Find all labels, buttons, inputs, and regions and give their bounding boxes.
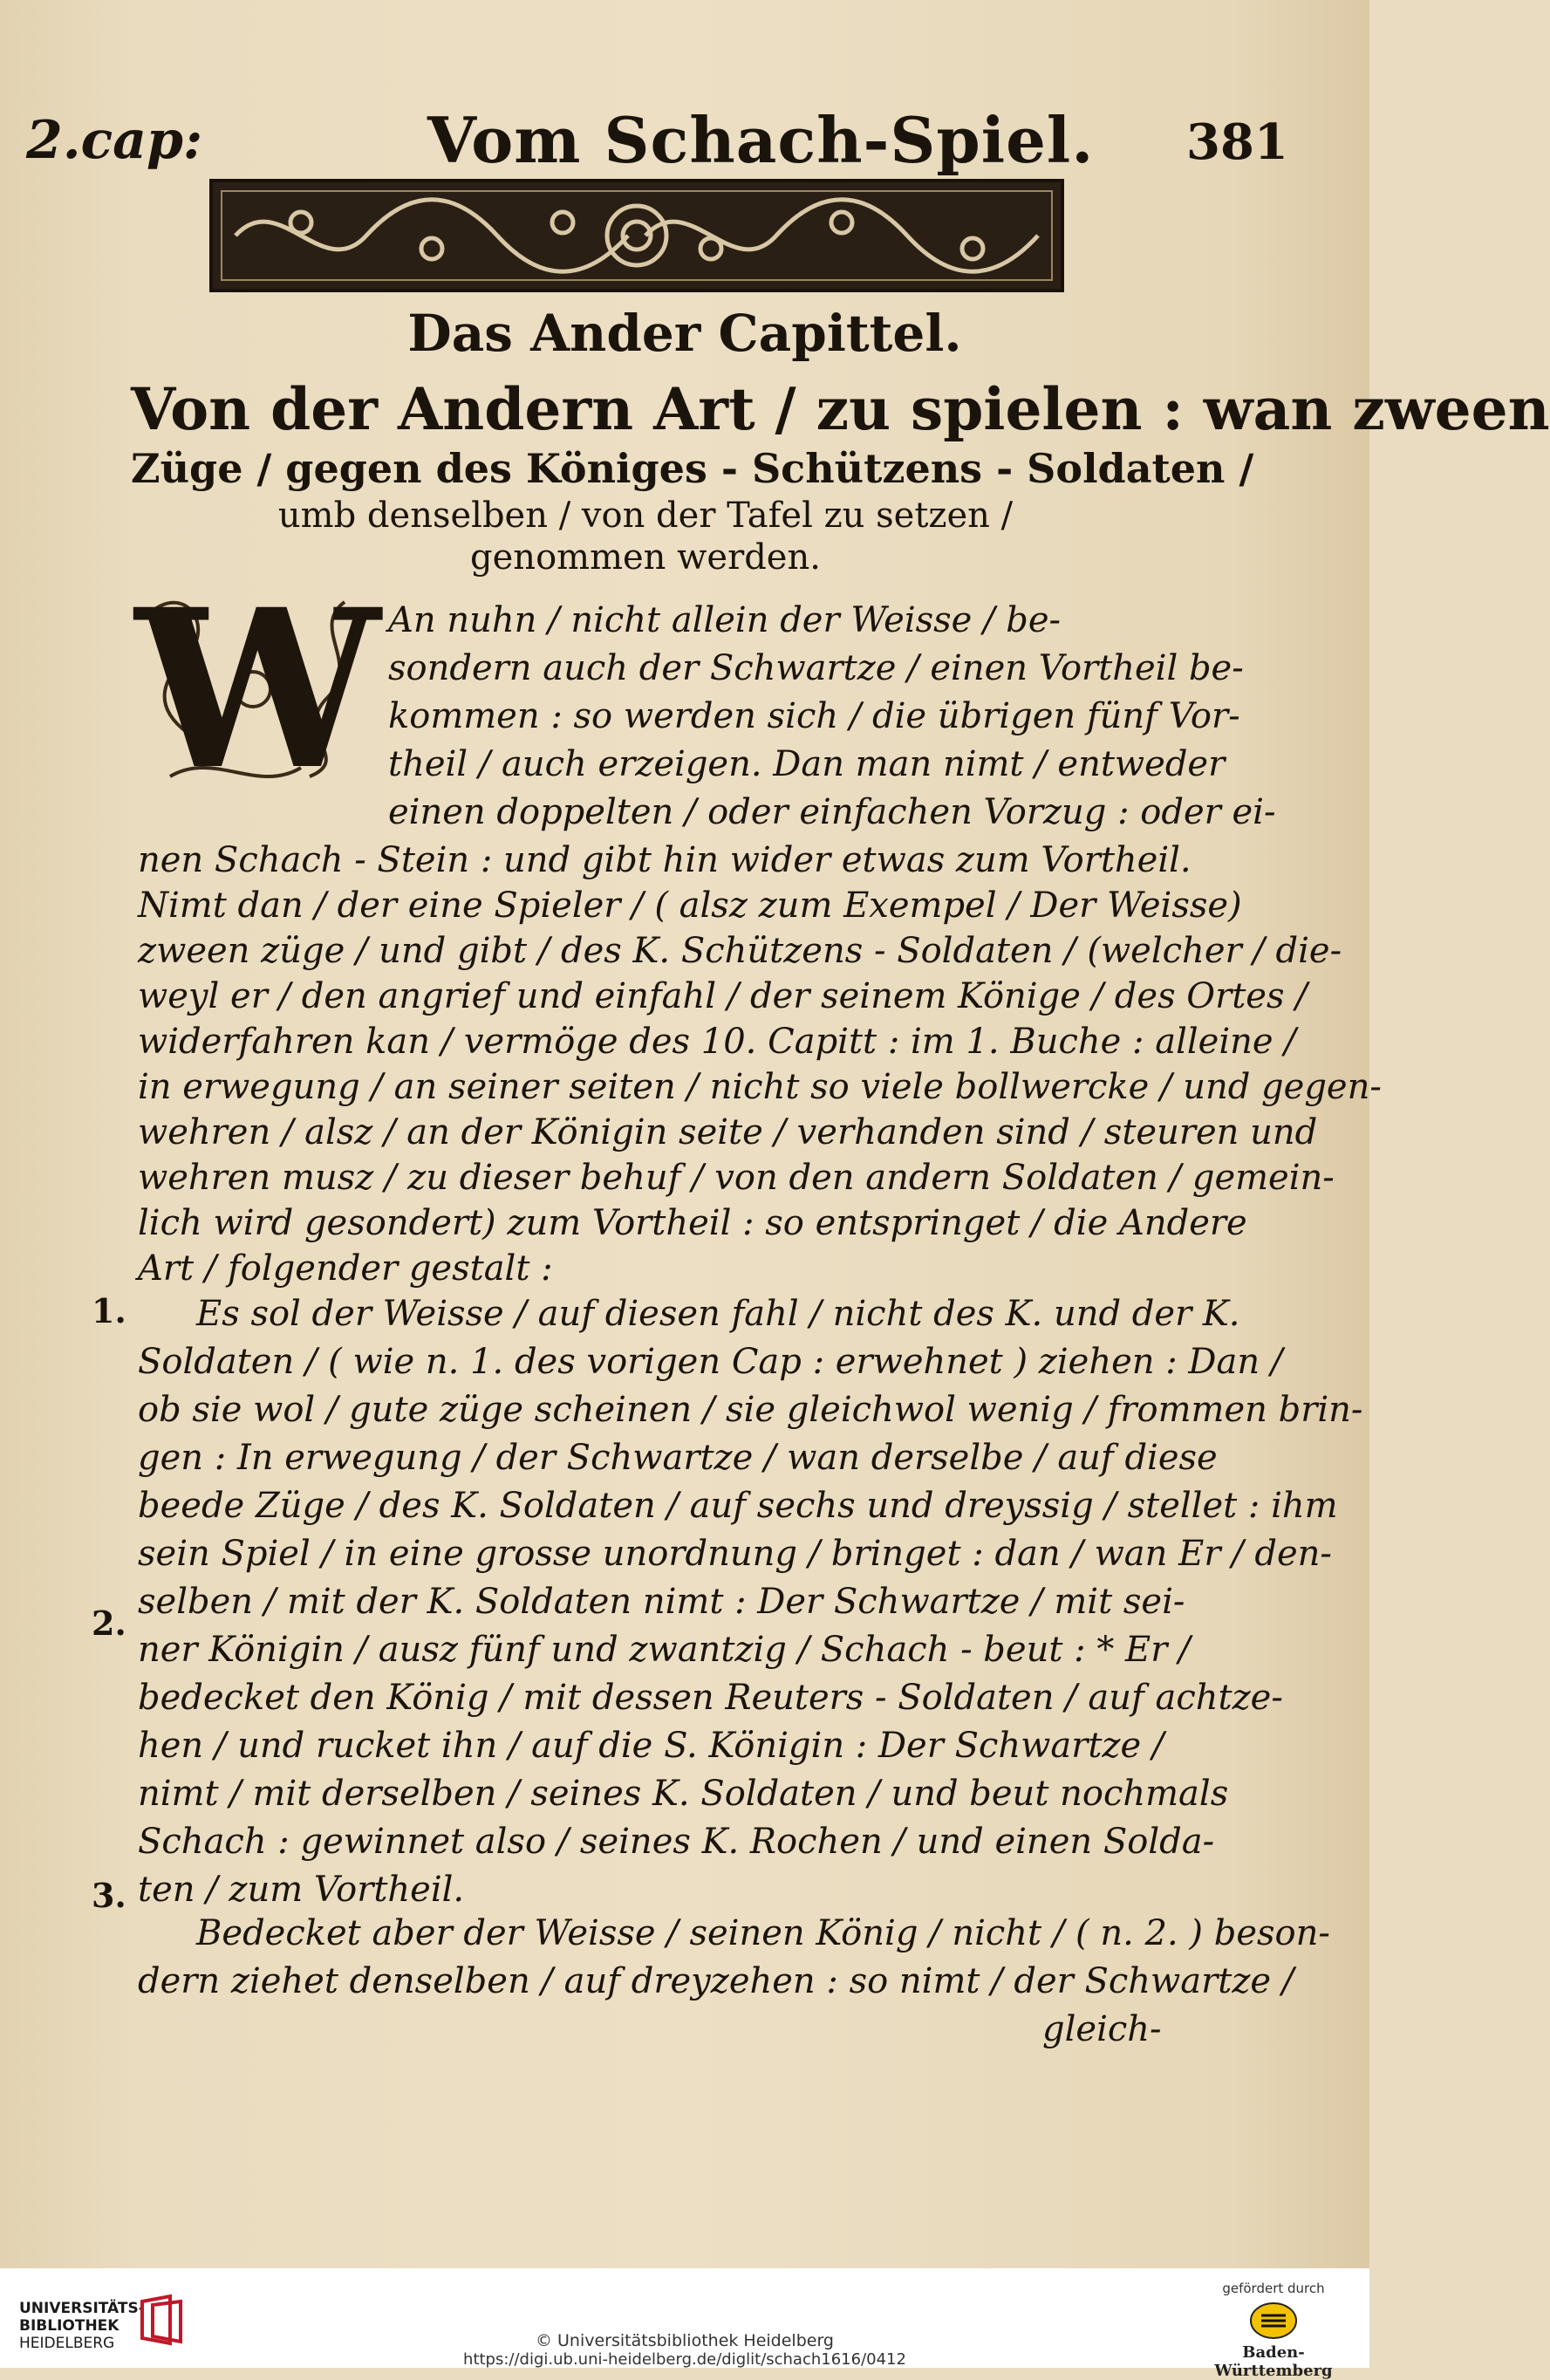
funded-by-label: gefördert durch: [1222, 2281, 1325, 2296]
state-seal-icon: [1249, 2301, 1298, 2340]
catchword: gleich-: [1042, 2009, 1162, 2049]
text-line: gen : In erwegung / der Schwartze / wan derselbe / auf diese: [138, 1438, 1218, 1478]
text-line: ob sie wol / gute züge scheinen / sie gleichwol wenig / frommen brin-: [138, 1390, 1363, 1430]
running-head: [0, 103, 1369, 181]
permalink-url[interactable]: https://digi.ub.uni-heidelberg.de/diglit/schach1616/0412: [463, 2350, 906, 2369]
text-line: theil / auch erzeigen. Dan man nimt / entweder: [388, 744, 1226, 784]
margin-number: 3.: [92, 1876, 126, 1915]
text-line: sein Spiel / in eine grosse unordnung / bringet : dan / wan Er / den-: [138, 1534, 1332, 1574]
text-line: beede Züge / des K. Soldaten / auf sechs und dreyssig / stellet : ihm: [138, 1486, 1338, 1526]
text-line: zween züge / und gibt / des K. Schützens - Soldaten / (welcher / die-: [138, 931, 1342, 971]
text-line: selben / mit der K. Soldaten nimt : Der Schwartze / mit sei-: [138, 1582, 1185, 1622]
chapter-heading-line-3: umb denselben / von der Tafel zu setzen /: [277, 496, 1014, 536]
page-number: 381: [1186, 113, 1288, 171]
text-line: sondern auch der Schwartze / einen Vortheil be-: [388, 648, 1244, 688]
text-line: widerfahren kan / vermöge des 10. Capitt : im 1. Buche : alleine /: [138, 1022, 1296, 1062]
text-line: nimt / mit derselben / seines K. Soldaten / und beut nochmals: [138, 1774, 1229, 1814]
margin-number: 1.: [92, 1291, 126, 1330]
margin-number: 2.: [92, 1604, 126, 1643]
viewer-footer: [0, 2268, 1369, 2380]
chapter-heading-line-4: genommen werden.: [470, 537, 821, 578]
logo-line-1: UNIVERSITÄTS-: [19, 2300, 145, 2317]
drop-cap-letter: W: [135, 561, 380, 817]
text-line: einen doppelten / oder einfachen Vorzug : oder ei-: [388, 792, 1276, 832]
logo-line-2: BIBLIOTHEK: [19, 2317, 119, 2335]
logo-line-3: HEIDELBERG: [19, 2335, 115, 2352]
text-line: wehren musz / zu dieser behuf / von den andern Soldaten / gemein-: [138, 1158, 1335, 1198]
text-line: Soldaten / ( wie n. 1. des vorigen Cap : erwehnet ) ziehen : Dan /: [138, 1342, 1283, 1382]
drop-cap: [135, 561, 380, 817]
text-line: Es sol der Weisse / auf diesen fahl / nicht des K. und der K.: [196, 1294, 1240, 1334]
text-line: hen / und rucket ihn / auf die S. Königin : Der Schwartze /: [138, 1726, 1164, 1766]
chapter-ref: 2.cap:: [26, 110, 203, 171]
chapter-heading-line-2: Züge / gegen des Königes - Schützens - Soldaten /: [131, 445, 1254, 492]
text-line: kommen : so werden sich / die übrigen fünf Vor-: [388, 696, 1240, 736]
text-line: Schach : gewinnet also / seines K. Rochen / und einen Solda-: [138, 1822, 1215, 1862]
text-line: weyl er / den angrief und einfahl / der seinem Könige / des Ortes /: [138, 976, 1308, 1016]
copyright-credit: © Universitätsbibliothek Heidelberg: [535, 2331, 834, 2350]
text-line: Art / folgender gestalt :: [138, 1248, 553, 1289]
text-line: in erwegung / an seiner seiten / nicht so viele bollwercke / und gegen-: [138, 1067, 1382, 1107]
chapter-heading-line-1: Von der Andern Art / zu spielen : wan zween: [131, 375, 1550, 443]
text-line: ten / zum Vortheil.: [138, 1870, 465, 1910]
text-line: An nuhn / nicht allein der Weisse / be-: [388, 600, 1062, 640]
text-line: wehren / alsz / an der Königin seite / verhanden sind / steuren und: [138, 1112, 1318, 1152]
text-line: bedecket den König / mit dessen Reuters - Soldaten / auf achtze-: [138, 1678, 1283, 1718]
text-line: Bedecket aber der Weisse / seinen König / nicht / ( n. 2. ) beson-: [196, 1913, 1330, 1953]
text-line: Nimt dan / der eine Spieler / ( alsz zum Exempel / Der Weisse): [138, 886, 1242, 926]
state-name: Baden-Württemberg: [1214, 2343, 1333, 2380]
text-line: ner Königin / ausz fünf und zwantzig / Schach - beut : * Er /: [138, 1630, 1191, 1670]
ornament-band: [209, 179, 1064, 292]
page-header-title: Vom Schach-Spiel.: [427, 103, 1095, 177]
chapter-title: Das Ander Capittel.: [407, 304, 962, 363]
text-line: dern ziehet denselben / auf dreyzehen : so nimt / der Schwartze /: [138, 1961, 1294, 2001]
text-line: lich wird gesondert) zum Vortheil : so entspringet / die Andere: [138, 1203, 1247, 1243]
text-line: nen Schach - Stein : und gibt hin wider etwas zum Vortheil.: [138, 840, 1192, 880]
